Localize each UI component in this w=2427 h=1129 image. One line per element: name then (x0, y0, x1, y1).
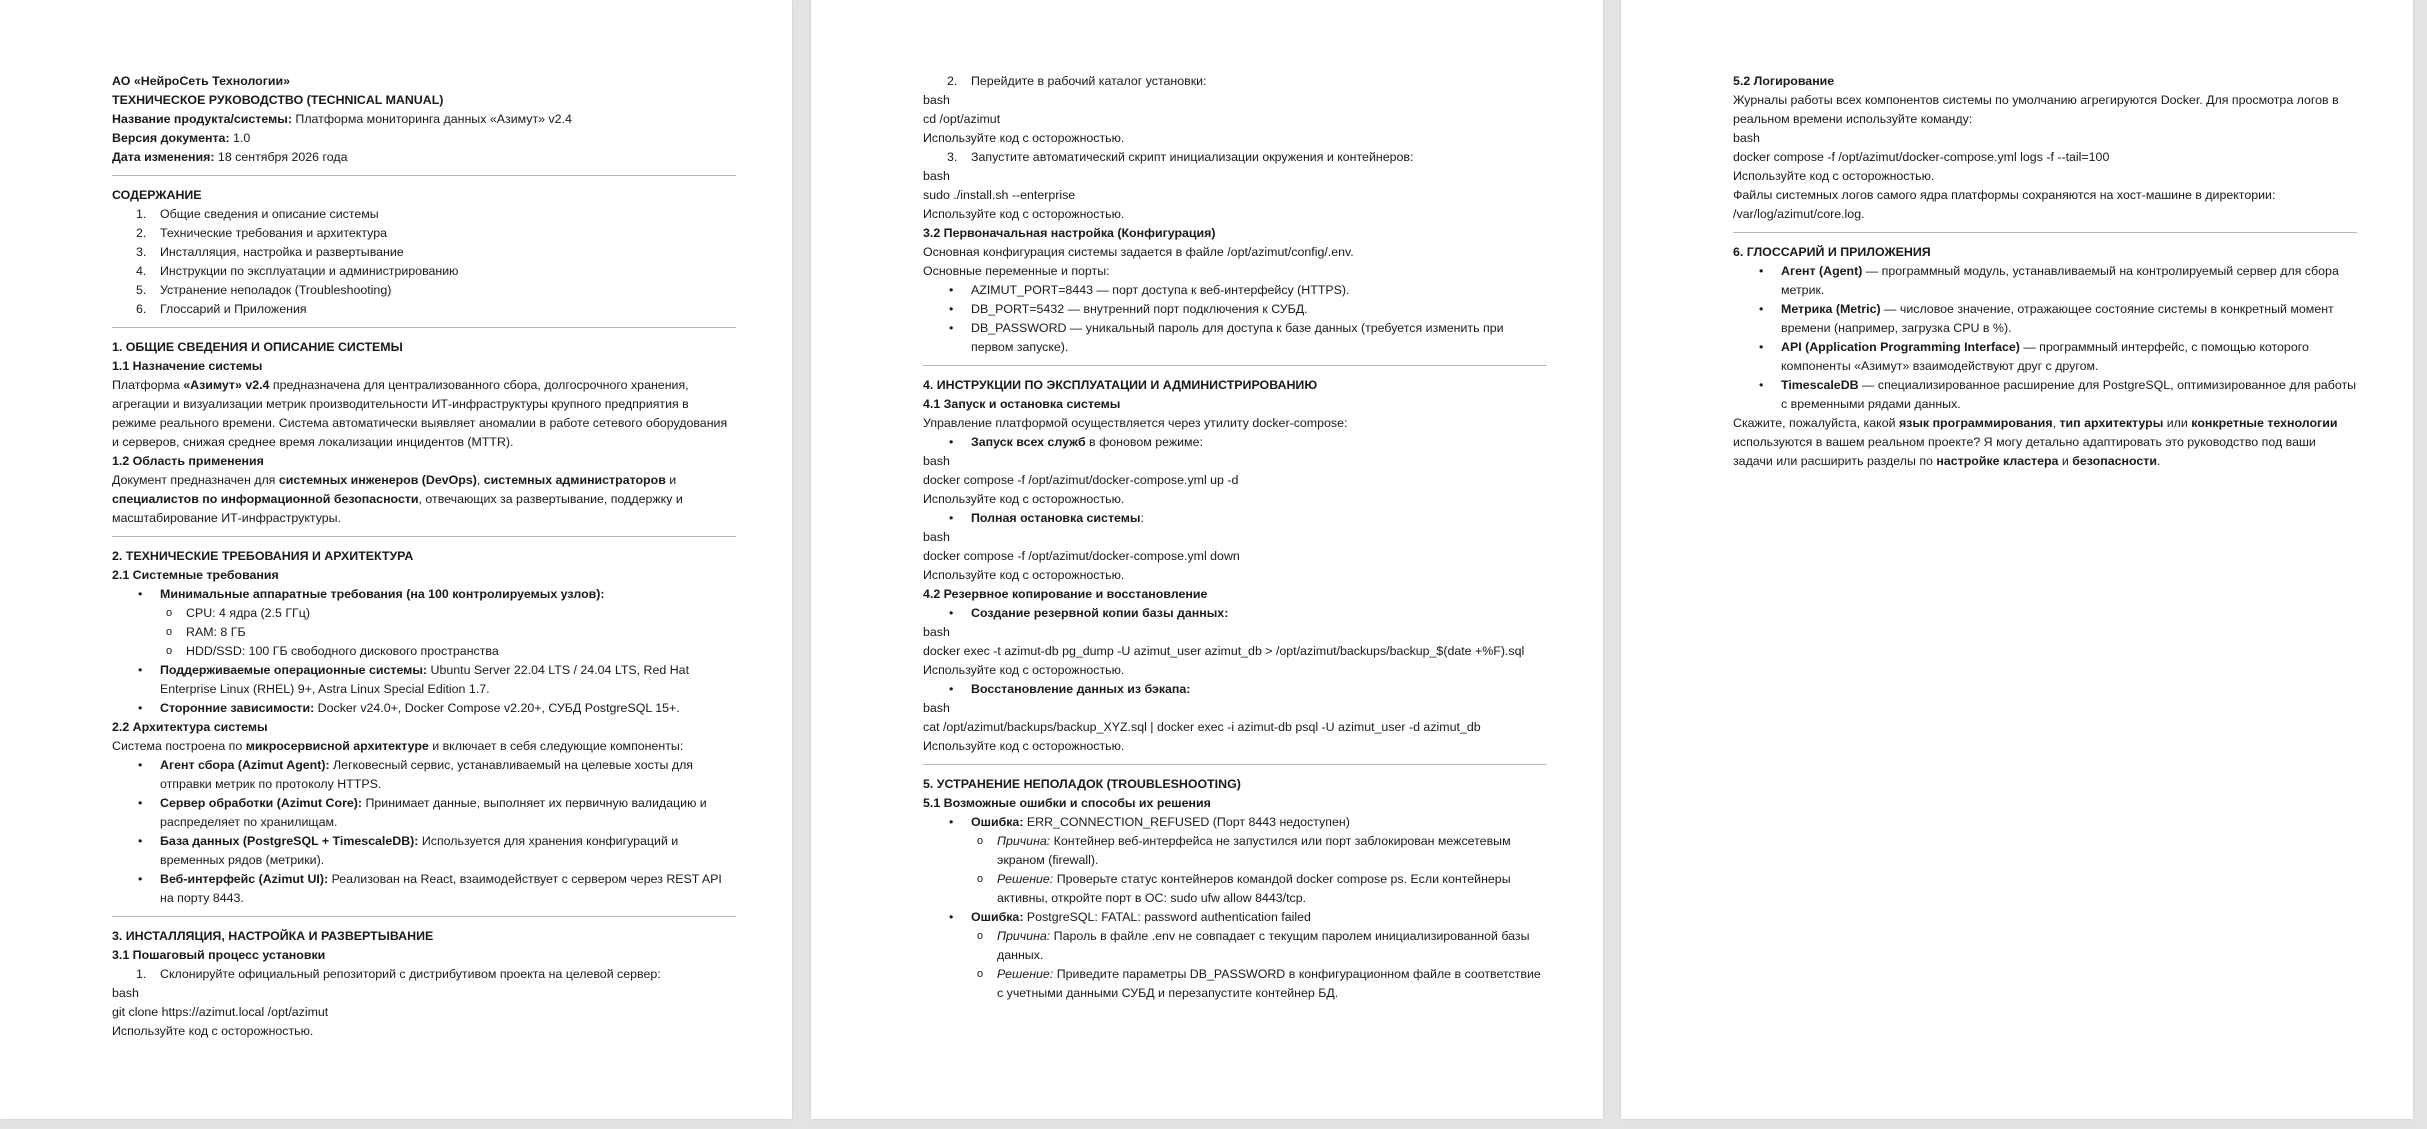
list-item: o RAM: 8 ГБ (112, 623, 736, 642)
divider (1733, 232, 2357, 233)
requirements-list (112, 585, 736, 718)
code-lang: bash (923, 454, 950, 468)
ops-list (923, 509, 1547, 528)
toc-item[interactable]: 2. Технические требования и архитектура (136, 226, 387, 240)
backup-list (923, 604, 1547, 623)
toc-title: СОДЕРЖАНИЕ (112, 188, 202, 202)
date-line: Дата изменения: 18 сентября 2026 года (112, 150, 348, 164)
list-item: o CPU: 4 ядра (2.5 ГГц) (112, 604, 736, 623)
toc-item[interactable]: 4. Инструкции по эксплуатации и администрированию (136, 264, 459, 278)
list-item: • Веб-интерфейс (Azimut UI): Реализован на React, взаимодействует с сервером через REST API на порту 8443. (112, 870, 736, 908)
code-lang: bash (923, 701, 950, 715)
list-item: • API (Application Programming Interface) — программный интерфейс, с помощью которого компоненты «Азимут» взаимодействуют друг с другом. (1733, 338, 2357, 376)
code-note: Используйте код с осторожностью. (112, 1024, 314, 1038)
section-4-title: 4. ИНСТРУКЦИИ ПО ЭКСПЛУАТАЦИИ И АДМИНИСТРИРОВАНИЮ (923, 378, 1318, 392)
logging-text: Файлы системных логов самого ядра платформы сохраняются на хост-машине в директории: /var/log/azimut/core.log. (1733, 188, 2276, 221)
section-4-1-title: 4.1 Запуск и остановка системы (923, 397, 1121, 411)
list-item: • Ошибка: ERR_CONNECTION_REFUSED (Порт 8443 недоступен) o Причина: Контейнер веб-интерфейса не запустился или порт заблокирован межсетевым экраном (firewall). o Решение: Проверьте статус контейнеров командой docker compose ps. Если контейнеры активны, откройте порт в ОС: sudo ufw allow 8443/tcp. (923, 813, 1547, 908)
architecture-text: Система построена по микросервисной архитектуре и включает в себя следующие компоненты: (112, 739, 684, 753)
list-item: • Агент сбора (Azimut Agent): Легковесный сервис, устанавливаемый на целевые хосты для отправки метрик по протоколу HTTPS. (112, 756, 736, 794)
toc-list (112, 205, 736, 319)
section-1-title: 1. ОБЩИЕ СВЕДЕНИЯ И ОПИСАНИЕ СИСТЕМЫ (112, 340, 403, 354)
code-block[interactable]: sudo ./install.sh --enterprise (923, 188, 1076, 202)
list-item: • Создание резервной копии базы данных: (923, 604, 1547, 623)
list-item: • DB_PORT=5432 — внутренний порт подключения к СУБД. (923, 300, 1547, 319)
code-block[interactable]: docker exec -t azimut-db pg_dump -U azimut_user azimut_db > /opt/azimut/backups/backup_$(date +%F).sql (923, 644, 1525, 658)
code-block[interactable]: cat /opt/azimut/backups/backup_XYZ.sql | docker exec -i azimut-db psql -U azimut_user -d azimut_db (923, 720, 1481, 734)
config-list (923, 281, 1547, 357)
logging-text: Журналы работы всех компонентов системы по умолчанию агрегируются Docker. Для просмотра логов в реальном времени используйте команду: (1733, 93, 2339, 126)
code-note: Используйте код с осторожностью. (1733, 169, 1935, 183)
toc-item[interactable]: 1. Общие сведения и описание системы (136, 207, 379, 221)
list-item: 2. Перейдите в рабочий каталог установки: (947, 74, 1207, 88)
install-steps (112, 965, 736, 984)
code-note: Используйте код с осторожностью. (923, 492, 1125, 506)
list-item: • Запуск всех служб в фоновом режиме: (923, 433, 1547, 452)
company-name: АО «НейроСеть Технологии» (112, 74, 291, 88)
document-page-1 (0, 0, 792, 1119)
code-note: Используйте код с осторожностью. (923, 663, 1125, 677)
list-item: o Решение: Приведите параметры DB_PASSWORD в конфигурационном файле в соответствие с учетными данными СУБД и перезапустите контейнер БД. (923, 965, 1547, 1003)
code-note: Используйте код с осторожностью. (923, 568, 1125, 582)
glossary-list (1733, 262, 2357, 414)
document-page-3 (1621, 0, 2413, 1119)
code-block[interactable]: docker compose -f /opt/azimut/docker-compose.yml up -d (923, 473, 1239, 487)
section-3-title: 3. ИНСТАЛЛЯЦИЯ, НАСТРОЙКА И РАЗВЕРТЫВАНИЕ (112, 929, 434, 943)
section-1-2-text: Документ предназначен для системных инженеров (DevOps), системных администраторов и специалистов по информационной безопасности, отвечающих за развертывание, поддержку и масштабирование ИТ-инфраструктуры. (112, 473, 683, 525)
code-block[interactable]: git clone https://azimut.local /opt/azimut (112, 1005, 329, 1019)
code-lang: bash (923, 625, 950, 639)
list-item: • Сторонние зависимости: Docker v24.0+, Docker Compose v2.20+, СУБД PostgreSQL 15+. (112, 699, 736, 718)
divider (112, 175, 736, 176)
restore-list (923, 680, 1547, 699)
list-item: • Метрика (Metric) — числовое значение, отражающее состояние системы в конкретный момент времени (например, загрузка CPU в %). (1733, 300, 2357, 338)
list-item: • Агент (Agent) — программный модуль, устанавливаемый на контролируемый сервер для сбора метрик. (1733, 262, 2357, 300)
errors-list (923, 813, 1547, 1003)
list-item: • Поддерживаемые операционные системы: Ubuntu Server 22.04 LTS / 24.04 LTS, Red Hat Enterprise Linux (RHEL) 9+, Astra Linux Special Edition 1.7. (112, 661, 736, 699)
list-item: • TimescaleDB — специализированное расширение для PostgreSQL, оптимизированное для работы с временными рядами данных. (1733, 376, 2357, 414)
code-block[interactable]: docker compose -f /opt/azimut/docker-compose.yml logs -f --tail=100 (1733, 150, 2110, 164)
code-lang: bash (1733, 131, 1760, 145)
section-1-1-title: 1.1 Назначение системы (112, 359, 263, 373)
install-steps (923, 148, 1547, 167)
code-block[interactable]: cd /opt/azimut (923, 112, 1001, 126)
version-line: Версия документа: 1.0 (112, 131, 251, 145)
components-list (112, 756, 736, 908)
section-1-1-text: Платформа «Азимут» v2.4 предназначена для централизованного сбора, долгосрочного хранения, агрегации и визуализации метрик производительности ИТ-инфраструктуры крупного предприятия в режиме реального времени. Система автоматически выявляет аномалии в работе сетевого оборудования и серверов, снижая среднее время локализации инцидентов (MTTR). (112, 378, 728, 449)
code-lang: bash (923, 93, 950, 107)
section-1-2-title: 1.2 Область применения (112, 454, 264, 468)
divider (923, 764, 1547, 765)
toc-item[interactable]: 5. Устранение неполадок (Troubleshooting) (136, 283, 392, 297)
code-note: Используйте код с осторожностью. (923, 739, 1125, 753)
section-2-1-title: 2.1 Системные требования (112, 568, 279, 582)
section-5-1-title: 5.1 Возможные ошибки и способы их решения (923, 796, 1211, 810)
list-item: • Полная остановка системы: (923, 509, 1547, 528)
list-item: o HDD/SSD: 100 ГБ свободного дискового пространства (112, 642, 736, 661)
list-item: o Причина: Контейнер веб-интерфейса не запустился или порт заблокирован межсетевым экраном (firewall). (923, 832, 1547, 870)
section-2-title: 2. ТЕХНИЧЕСКИЕ ТРЕБОВАНИЯ И АРХИТЕКТУРА (112, 549, 414, 563)
code-note: Используйте код с осторожностью. (923, 207, 1125, 221)
config-text: Основные переменные и порты: (923, 264, 1110, 278)
list-item: • Ошибка: PostgreSQL: FATAL: password authentication failed o Причина: Пароль в файле .env не совпадает с текущим паролем инициализированной базы данных. o Решение: Приведите параметры DB_PASSWORD в конфигурационном файле в соответствие с учетными данными СУБД и перезапустите контейнер БД. (923, 908, 1547, 1003)
install-steps (923, 72, 1547, 91)
divider (112, 536, 736, 537)
document-page-2 (811, 0, 1603, 1119)
hardware-list (160, 604, 736, 661)
closing-text: Скажите, пожалуйста, какой язык программирования, тип архитектуры или конкретные технологии используются в вашем реальном проекте? Я могу детально адаптировать это руководство под ваши задачи или расширить разделы по настройке кластера и безопасности. (1733, 416, 2338, 468)
section-4-2-title: 4.2 Резервное копирование и восстановление (923, 587, 1208, 601)
ops-text: Управление платформой осуществляется через утилиту docker-compose: (923, 416, 1348, 430)
toc-item[interactable]: 3. Инсталляция, настройка и развертывание (136, 245, 404, 259)
section-5-2-title: 5.2 Логирование (1733, 74, 1835, 88)
code-lang: bash (112, 986, 139, 1000)
section-3-2-title: 3.2 Первоначальная настройка (Конфигурация) (923, 226, 1216, 240)
code-lang: bash (923, 169, 950, 183)
code-note: Используйте код с осторожностью. (923, 131, 1125, 145)
config-text: Основная конфигурация системы задается в файле /opt/azimut/config/.env. (923, 245, 1354, 259)
product-line: Название продукта/системы: Платформа мониторинга данных «Азимут» v2.4 (112, 112, 572, 126)
divider (112, 327, 736, 328)
list-item: o Причина: Пароль в файле .env не совпадает с текущим паролем инициализированной базы данных. (923, 927, 1547, 965)
list-item: • DB_PASSWORD — уникальный пароль для доступа к базе данных (требуется изменить при первом запуске). (923, 319, 1547, 357)
toc-item[interactable]: 6. Глоссарий и Приложения (136, 302, 307, 316)
list-item: • База данных (PostgreSQL + TimescaleDB): Используется для хранения конфигураций и временных рядов (метрики). (112, 832, 736, 870)
divider (112, 916, 736, 917)
list-item: o Решение: Проверьте статус контейнеров командой docker compose ps. Если контейнеры активны, откройте порт в ОС: sudo ufw allow 8443/tcp. (923, 870, 1547, 908)
section-6-title: 6. ГЛОССАРИЙ И ПРИЛОЖЕНИЯ (1733, 245, 1931, 259)
list-item: • Минимальные аппаратные требования (на 100 контролируемых узлов): o CPU: 4 ядра (2.5 ГГц) o RAM: 8 ГБ o HDD/SSD: 100 ГБ свободного дискового пространства (112, 585, 736, 661)
document-type: ТЕХНИЧЕСКОЕ РУКОВОДСТВО (TECHNICAL MANUAL) (112, 93, 444, 107)
list-item: • Сервер обработки (Azimut Core): Принимает данные, выполняет их первичную валидацию и распределяет по хранилищам. (112, 794, 736, 832)
list-item: • AZIMUT_PORT=8443 — порт доступа к веб-интерфейсу (HTTPS). (923, 281, 1547, 300)
divider (923, 365, 1547, 366)
section-2-2-title: 2.2 Архитектура системы (112, 720, 268, 734)
list-item: • Восстановление данных из бэкапа: (923, 680, 1547, 699)
section-5-title: 5. УСТРАНЕНИЕ НЕПОЛАДОК (TROUBLESHOOTING) (923, 777, 1241, 791)
ops-list (923, 433, 1547, 452)
code-lang: bash (923, 530, 950, 544)
section-3-1-title: 3.1 Пошаговый процесс установки (112, 948, 326, 962)
code-block[interactable]: docker compose -f /opt/azimut/docker-compose.yml down (923, 549, 1240, 563)
list-item: 1. Склонируйте официальный репозиторий с дистрибутивом проекта на целевой сервер: (136, 967, 661, 981)
list-item: 3. Запустите автоматический скрипт инициализации окружения и контейнеров: (947, 150, 1414, 164)
